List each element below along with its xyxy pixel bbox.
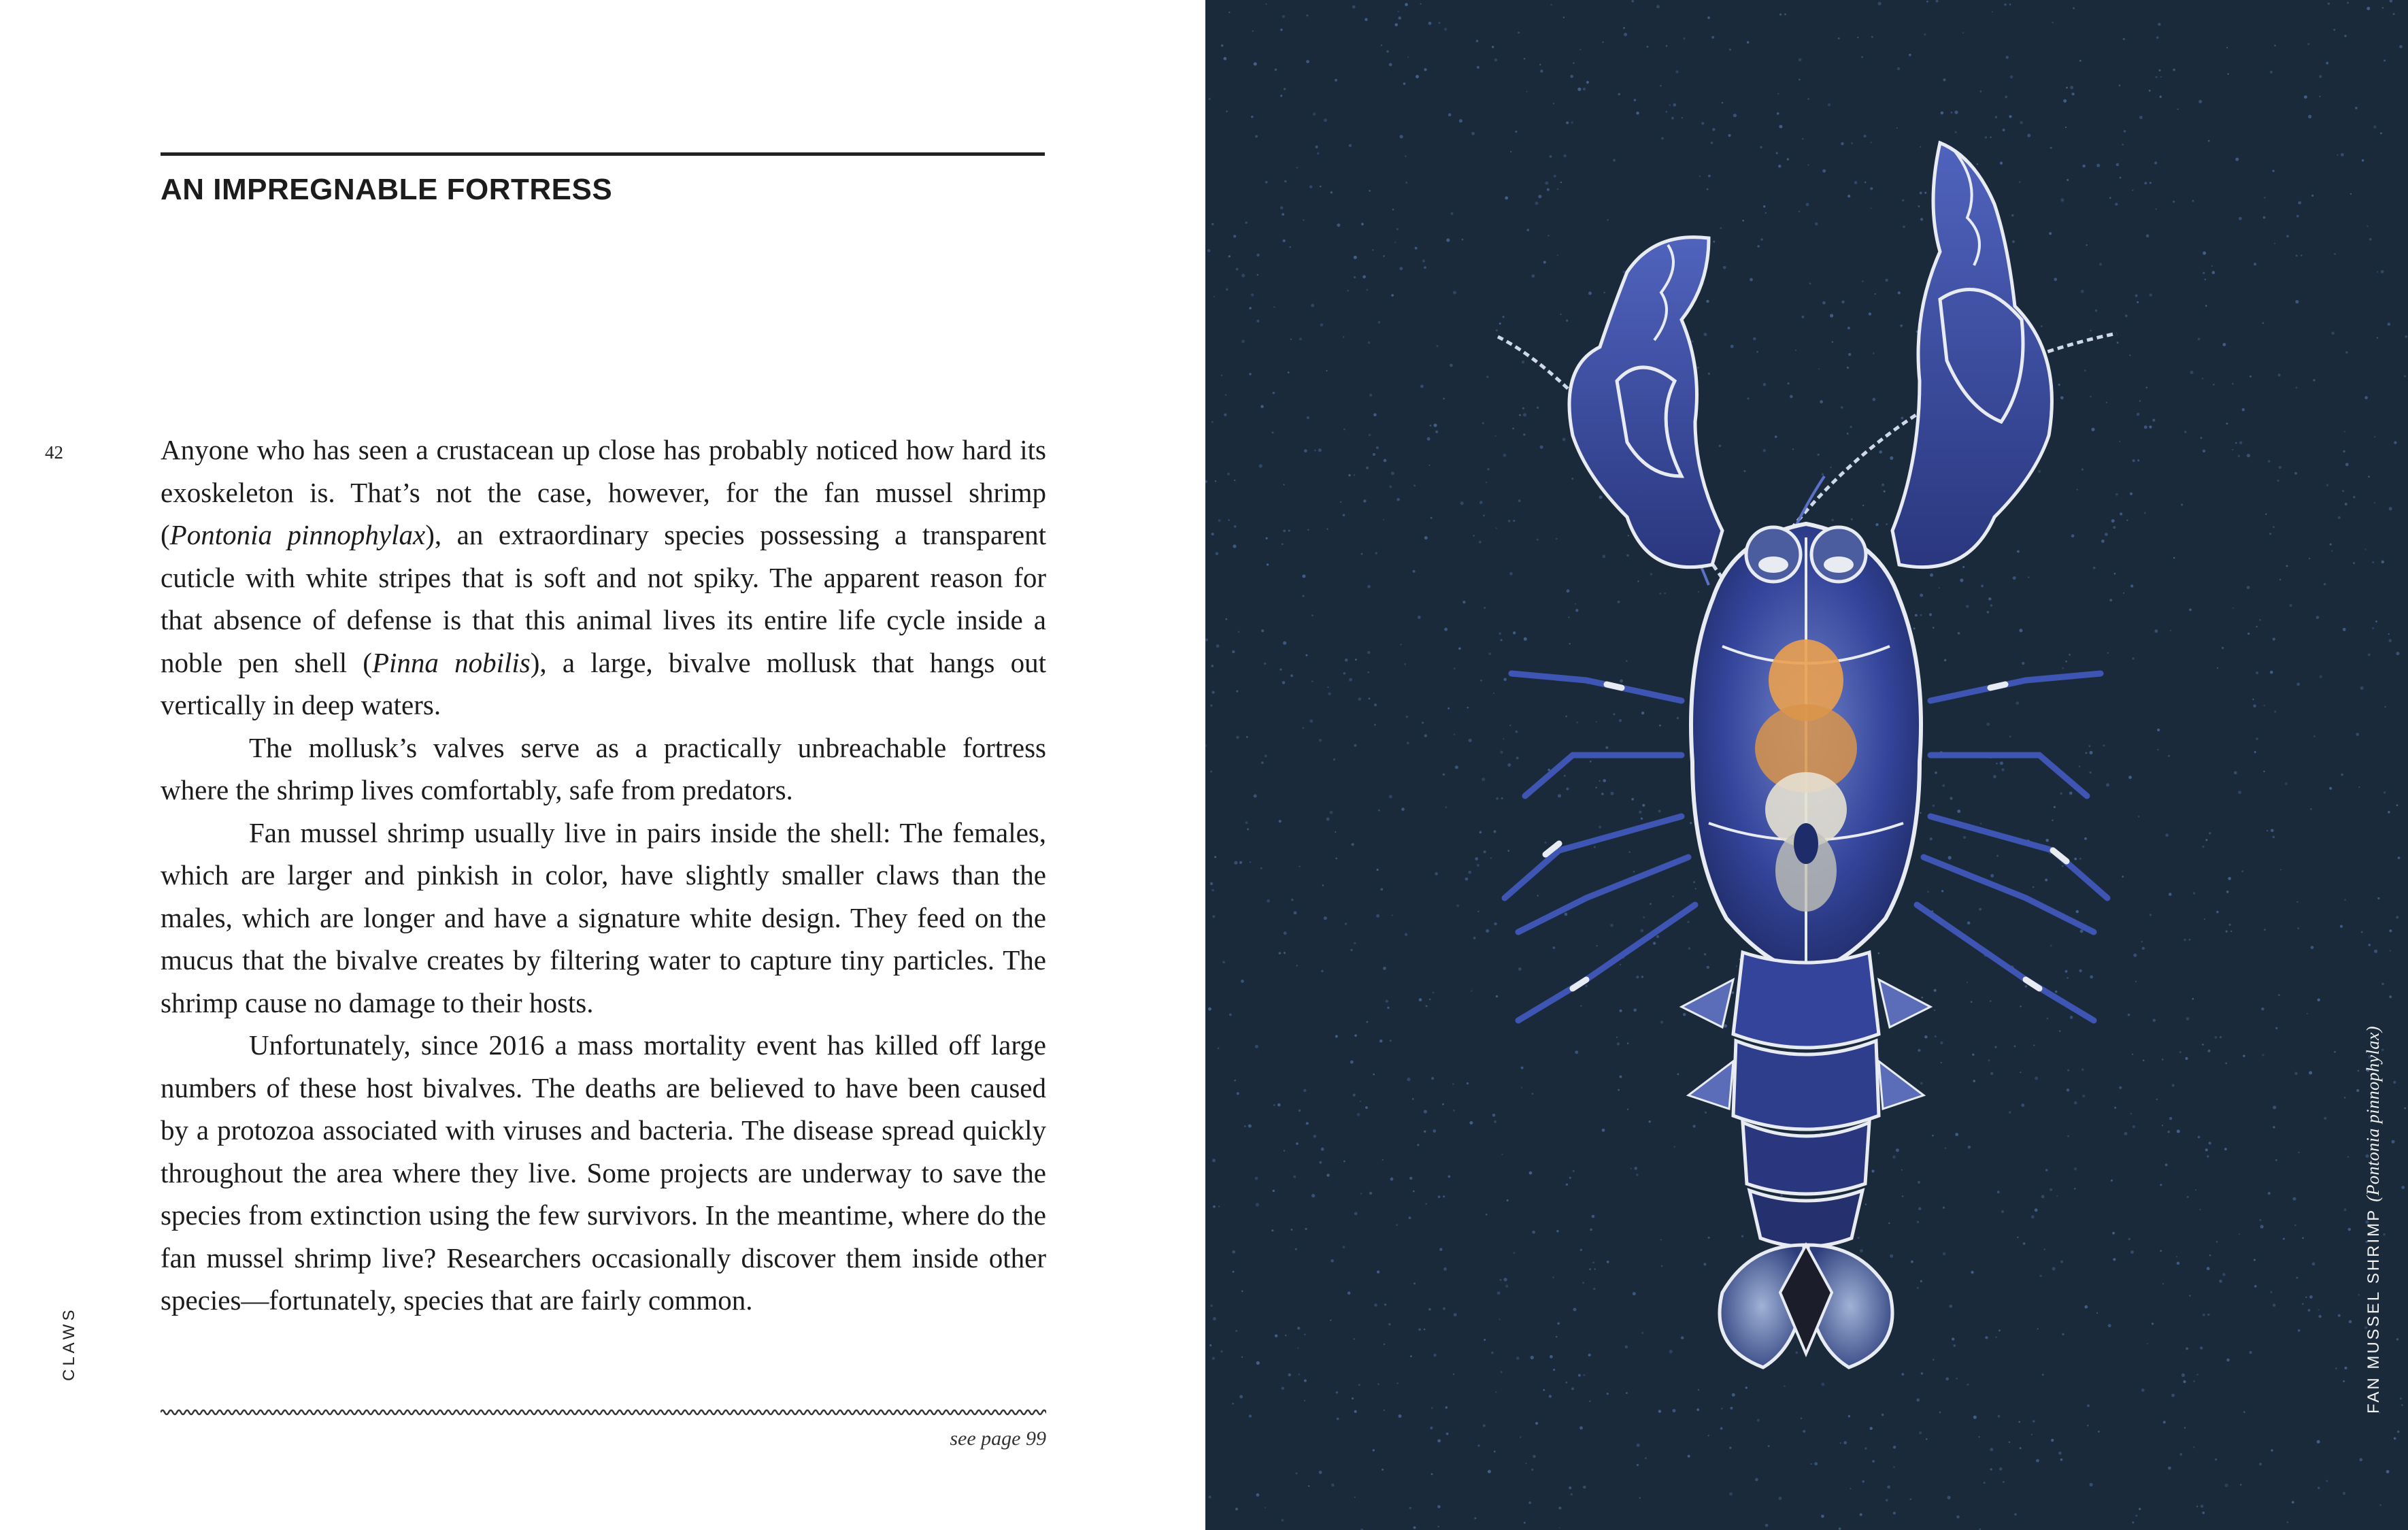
paragraph-3: Fan mussel shrimp usually live in pairs inside the shell: The females, which are larger and pinkish in color, have slightly smaller claws than the males, which are longer and have a signature white design. They feed on the mucus that the bivalve creates by filtering water to capture tiny particles. The shrimp cause no damage to their hosts.: [161, 816, 1046, 1018]
wavy-divider: [161, 1407, 1046, 1418]
figure-caption: [2363, 1026, 2384, 1414]
paragraph-1-text-b: ), an extraordinary species possessing a transparent cuticle with white stripes that is soft and not spiky. The apparent reason for that absence of defense is that this animal lives its entire life cycle inside a noble pen shell (: [161, 519, 1046, 678]
species-name-shrimp: Pontonia pinnophylax: [169, 519, 426, 550]
title-rule: [161, 152, 1045, 156]
tail-fan: [1720, 1245, 1892, 1367]
right-page: [1205, 0, 2408, 1530]
paragraph-1: [161, 429, 1046, 727]
caption-scientific-name: (Pontonia pinnophylax): [2363, 1025, 2383, 1202]
page-number-left: 42: [45, 442, 63, 463]
body-text: [161, 429, 1046, 1322]
paragraph-1-text-c: ), a large, bivalve mollusk that hangs out vertically in deep waters.: [161, 646, 1046, 720]
species-name-pen-shell: Pinna nobilis: [371, 646, 531, 678]
cross-reference: see page 99: [950, 1427, 1046, 1450]
paragraph-2: The mollusk’s valves serve as a practically unbreachable fortress where the shrimp lives comfortably, safe from predators.: [161, 731, 1046, 805]
caption-common-name: FAN MUSSEL SHRIMP: [2364, 1208, 2383, 1414]
running-head: CLAWS: [60, 1306, 78, 1381]
shrimp-illustration: [1205, 0, 2408, 1530]
page-title: AN IMPREGNABLE FORTRESS: [161, 173, 613, 206]
paragraph-1-text-a: Anyone who has seen a crustacean up close has probably noticed how hard its exoskeleton is. That’s not the case, however, for the fan mussel shrimp (: [161, 434, 1046, 550]
paragraph-4: Unfortunately, since 2016 a mass mortality event has killed off large numbers of these host bivalves. The deaths are believed to have been caused by a protozoa associated with viruses and bacteria. The disease spread quickly throughout the area where they live. Some projects are underway to save the species from extinction using the few survivors. In the meantime, where do the fan mussel shrimp live? Researchers occasionally discover them inside other species—fortunately, species that are fairly common.: [161, 1029, 1046, 1316]
